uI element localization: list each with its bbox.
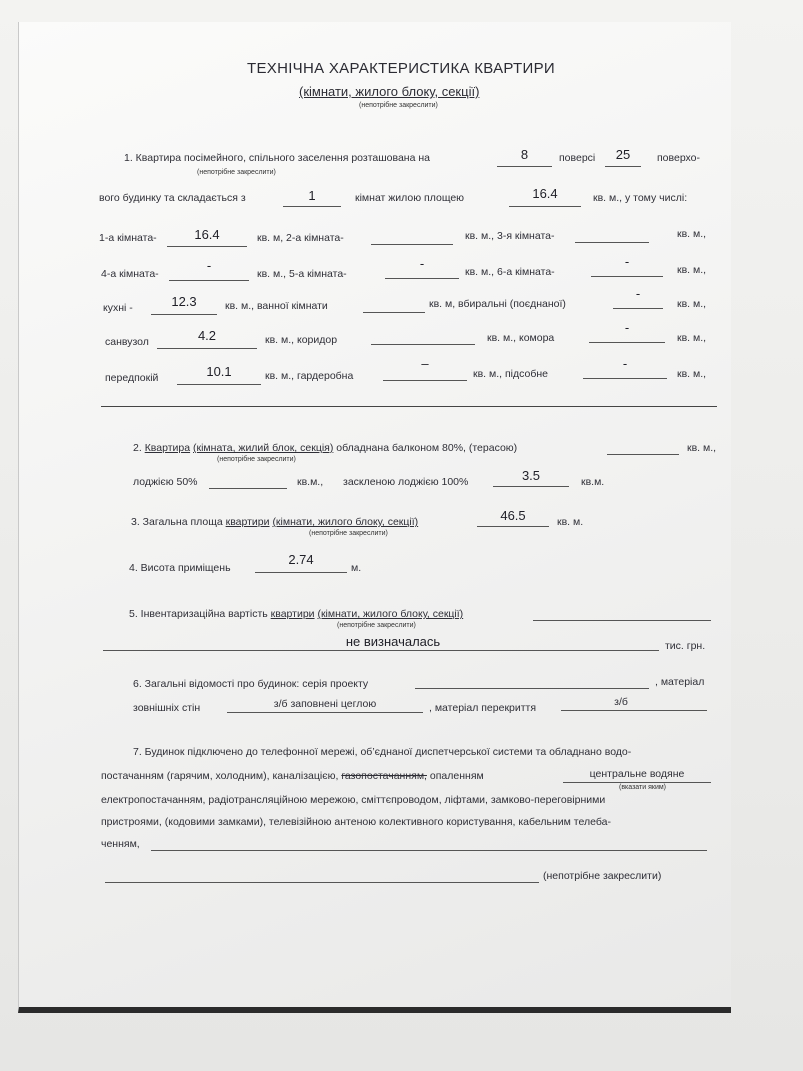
item5-label: 5. Інвентаризаційна вартість xyxy=(129,608,268,620)
item3-label: 3. Загальна площа xyxy=(131,516,223,528)
final-note: (непотрібне закреслити) xyxy=(543,870,662,882)
utility-label: кв. м., підсобне xyxy=(473,368,548,380)
room6-value: - xyxy=(624,254,630,269)
item2-struck-options: (кімната, жилий блок, секція) xyxy=(193,442,334,454)
room5-value: - xyxy=(419,256,425,271)
document-title: ТЕХНІЧНА ХАРАКТЕРИСТИКА КВАРТИРИ xyxy=(247,60,555,77)
restroom-unit: кв. м., xyxy=(677,298,707,310)
item5-struck-options: (кімнати, жилого блоку, секції) xyxy=(317,608,464,620)
wardrobe-label: кв. м., гардеробна xyxy=(265,370,354,382)
subtitle-note: (непотрібне закреслити) xyxy=(359,102,438,109)
storage-label: кв. м., комора xyxy=(487,332,555,344)
rooms-count-value: 1 xyxy=(308,188,316,203)
room4-value: - xyxy=(206,258,212,273)
ceiling-value: з/б xyxy=(614,696,628,708)
height-unit: м. xyxy=(351,562,362,574)
room6-label: кв. м., 6-а кімната- xyxy=(465,266,555,278)
hall-value: 10.1 xyxy=(206,364,232,379)
restroom-label: кв. м, вбиральні (поєднаної) xyxy=(429,298,566,310)
bath-label: кв. м., ванної кімнати xyxy=(225,300,328,312)
item1-intro-text: 1. Квартира посімейного, спільного заселення розташована на xyxy=(124,152,430,164)
floors-total-value: 25 xyxy=(615,147,631,162)
wc-value: 4.2 xyxy=(197,328,217,343)
item2-number: 2. xyxy=(133,442,142,454)
inventory-value: не визначалась xyxy=(345,634,441,649)
room4-label: 4-а кімната- xyxy=(101,268,159,280)
walls-value: з/б заповнені цеглою xyxy=(273,698,377,710)
total-area-unit: кв. м. xyxy=(557,516,584,528)
item7-line2 xyxy=(101,770,484,782)
height-value: 2.74 xyxy=(288,552,314,567)
item2-line1 xyxy=(133,442,517,454)
including-label: кв. м., у тому числі: xyxy=(593,192,688,204)
inventory-unit: тис. грн. xyxy=(665,640,706,652)
room5-label: кв. м., 5-а кімната- xyxy=(257,268,347,280)
section-divider xyxy=(101,406,717,407)
kitchen-label: кухні - xyxy=(103,302,133,314)
wc-label: санвузол xyxy=(105,336,149,348)
glazed-loggia-value: 3.5 xyxy=(521,468,541,483)
storage-value: - xyxy=(624,320,630,335)
restroom-value: - xyxy=(635,286,641,301)
utility-value: - xyxy=(622,356,628,371)
floor-label: поверсі xyxy=(559,152,596,164)
item7-line1: 7. Будинок підключено до телефонної мережі, об’єднаної диспетчерської системи та обладнано водо- xyxy=(133,746,632,758)
living-area-value: 16.4 xyxy=(532,186,558,201)
hall-label: передпокій xyxy=(105,372,159,384)
corridor-label: кв. м., коридор xyxy=(265,334,338,346)
item1-note: (непотрібне закреслити) xyxy=(197,169,276,176)
item7-line2-start: постачанням (гарячим, холодним), каналізацією, xyxy=(101,770,339,782)
item2-unit: кв. м., xyxy=(687,442,717,454)
item5-apartment: квартири xyxy=(270,608,315,620)
item7-gas-struck: газопостачанням, xyxy=(341,770,427,782)
item7-line4: пристроями, (кодовими замками), телевізійною антеною колективного користування, кабельним телеба- xyxy=(101,816,611,828)
item2-note: (непотрібне закреслити) xyxy=(217,456,296,463)
item3-struck-options: (кімнати, жилого блоку, секції) xyxy=(272,516,419,528)
document-subtitle: (кімнати, жилого блоку, секції) xyxy=(299,84,480,99)
room2-label: кв. м, 2-а кімната- xyxy=(257,232,344,244)
material-label: , матеріал xyxy=(655,676,705,688)
kitchen-value: 12.3 xyxy=(171,294,197,309)
room1-label: 1-а кімната- xyxy=(99,232,157,244)
floor-value: 8 xyxy=(520,147,529,162)
ceiling-label: , матеріал перекриття xyxy=(429,702,537,714)
height-label: 4. Висота приміщень xyxy=(129,562,231,574)
total-area-value: 46.5 xyxy=(500,508,526,523)
living-area-label: кімнат жилою площею xyxy=(355,192,465,204)
building-text: вого будинку та складається з xyxy=(99,192,246,204)
item3-apartment: квартири xyxy=(225,516,270,528)
walls-label: зовнішніх стін xyxy=(133,702,201,714)
room6-unit: кв. м., xyxy=(677,264,707,276)
document-page xyxy=(18,22,731,1013)
heating-note: (вказати яким) xyxy=(619,784,666,791)
room3-unit: кв. м., xyxy=(677,228,707,240)
loggia-unit: кв.м., xyxy=(297,476,324,488)
item3-note: (непотрібне закреслити) xyxy=(309,530,388,537)
project-series-label: 6. Загальні відомості про будинок: серія проекту xyxy=(133,678,369,690)
glazed-loggia-unit: кв.м. xyxy=(581,476,605,488)
item7-line5: ченням, xyxy=(101,838,140,850)
storey-label: поверхо- xyxy=(657,152,701,164)
item1-intro xyxy=(124,152,430,164)
item2-apartment: Квартира xyxy=(144,442,191,454)
item7-line3: електропостачанням, радіотрансляційною мережою, сміттєпроводом, ліфтами, замково-переговірними xyxy=(101,794,606,806)
item5-note: (непотрібне закреслити) xyxy=(337,622,416,629)
item3-line xyxy=(131,516,418,528)
glazed-loggia-label: заскленою лоджією 100% xyxy=(343,476,469,488)
room1-value: 16.4 xyxy=(194,227,220,242)
wardrobe-value: – xyxy=(421,356,429,371)
item5-line xyxy=(129,608,463,620)
room3-label: кв. м., 3-я кімната- xyxy=(465,230,555,242)
heating-value: центральне водяне xyxy=(589,768,685,780)
utility-unit: кв. м., xyxy=(677,368,707,380)
loggia-label: лоджією 50% xyxy=(133,476,198,488)
item7-heating-label: опаленням xyxy=(429,770,484,782)
item2-balcony-text: обладнана балконом 80%, (терасою) xyxy=(336,442,518,454)
storage-unit: кв. м., xyxy=(677,332,707,344)
